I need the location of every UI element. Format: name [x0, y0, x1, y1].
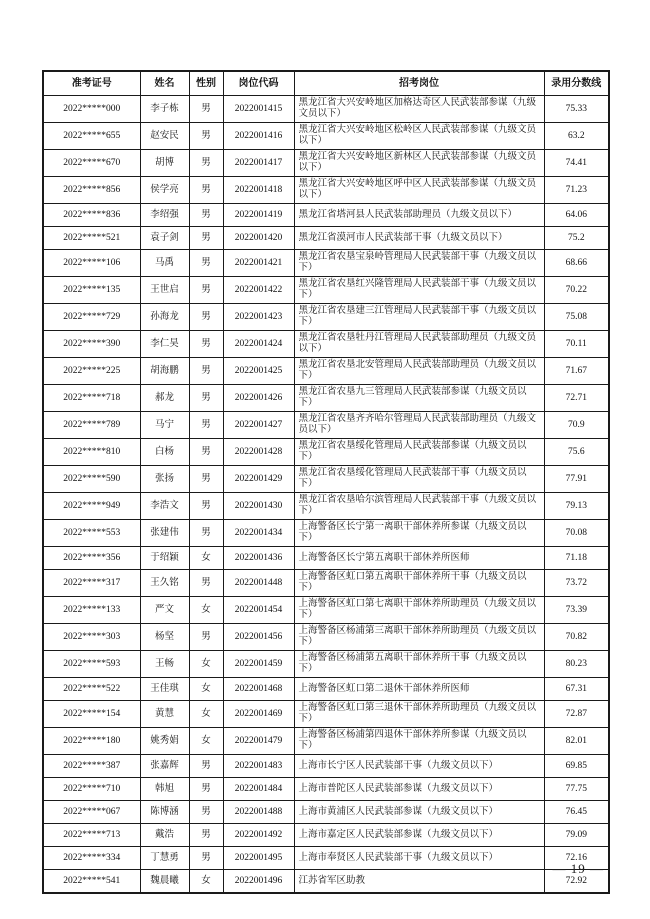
cell-exam-number: 2022*****106 [43, 250, 140, 277]
cell-score-line: 69.85 [544, 755, 609, 778]
cell-position: 黑龙江省农垦绥化管理局人民武装部干事（九级文员以下） [294, 466, 544, 493]
table-row [43, 520, 609, 547]
cell-gender: 男 [189, 385, 223, 412]
table-row [43, 177, 609, 204]
cell-position: 上海市黄浦区人民武装部参谋（九级文员以下） [294, 801, 544, 824]
cell-name: 杨坚 [140, 624, 189, 651]
cell-name: 白杨 [140, 439, 189, 466]
cell-score-line: 72.92 [544, 870, 609, 894]
col-header-position: 招考岗位 [294, 71, 544, 96]
cell-exam-number: 2022*****387 [43, 755, 140, 778]
cell-position: 黑龙江省农垦齐齐哈尔管理局人民武装部助理员（九级文员以下） [294, 412, 544, 439]
cell-score-line: 72.71 [544, 385, 609, 412]
table-row [43, 123, 609, 150]
cell-score-line: 73.39 [544, 597, 609, 624]
table-header-row [43, 71, 609, 96]
cell-score-line: 71.67 [544, 358, 609, 385]
table-row [43, 651, 609, 678]
cell-score-line: 68.66 [544, 250, 609, 277]
cell-position: 黑龙江省农垦宝泉岭管理局人民武装部干事（九级文员以下） [294, 250, 544, 277]
cell-position: 上海市嘉定区人民武装部参谋（九级文员以下） [294, 824, 544, 847]
col-header-gender: 性别 [189, 71, 223, 96]
cell-score-line: 70.11 [544, 331, 609, 358]
table-row [43, 801, 609, 824]
cell-score-line: 70.22 [544, 277, 609, 304]
cell-exam-number: 2022*****133 [43, 597, 140, 624]
cell-name: 丁慧勇 [140, 847, 189, 870]
cell-exam-number: 2022*****067 [43, 801, 140, 824]
cell-gender: 男 [189, 824, 223, 847]
cell-position-code: 2022001421 [223, 250, 294, 277]
table-row [43, 331, 609, 358]
cell-score-line: 76.45 [544, 801, 609, 824]
cell-position: 上海警备区虹口第七离职干部休养所助理员（九级文员以下） [294, 597, 544, 624]
cell-exam-number: 2022*****303 [43, 624, 140, 651]
cell-position-code: 2022001495 [223, 847, 294, 870]
cell-position-code: 2022001415 [223, 96, 294, 123]
cell-position: 上海市奉贤区人民武装部干事（九级文员以下） [294, 847, 544, 870]
cell-score-line: 70.08 [544, 520, 609, 547]
cell-name: 王佳琪 [140, 678, 189, 701]
cell-gender: 男 [189, 277, 223, 304]
cell-position: 上海市长宁区人民武装部干事（九级文员以下） [294, 755, 544, 778]
cell-name: 戴浩 [140, 824, 189, 847]
cell-position-code: 2022001429 [223, 466, 294, 493]
cell-score-line: 73.72 [544, 570, 609, 597]
cell-gender: 女 [189, 678, 223, 701]
cell-position: 黑龙江省农垦北安管理局人民武装部助理员（九级文员以下） [294, 358, 544, 385]
cell-score-line: 79.13 [544, 493, 609, 520]
table-row [43, 96, 609, 123]
cell-position: 黑龙江省农垦哈尔滨管理局人民武装部干事（九级文员以下） [294, 493, 544, 520]
cell-position: 黑龙江省漠河市人民武装部干事（九级文员以下） [294, 227, 544, 250]
cell-position-code: 2022001492 [223, 824, 294, 847]
cell-gender: 男 [189, 204, 223, 227]
cell-name: 王久铭 [140, 570, 189, 597]
table-row [43, 277, 609, 304]
cell-gender: 女 [189, 651, 223, 678]
cell-gender: 男 [189, 304, 223, 331]
table-row [43, 778, 609, 801]
cell-exam-number: 2022*****154 [43, 701, 140, 728]
cell-score-line: 71.18 [544, 547, 609, 570]
cell-score-line: 72.87 [544, 701, 609, 728]
cell-name: 李浩文 [140, 493, 189, 520]
cell-name: 李子栋 [140, 96, 189, 123]
cell-position-code: 2022001420 [223, 227, 294, 250]
cell-position: 上海警备区虹口第三退休干部休养所助理员（九级文员以下） [294, 701, 544, 728]
cell-position: 上海市普陀区人民武装部参谋（九级文员以下） [294, 778, 544, 801]
cell-exam-number: 2022*****710 [43, 778, 140, 801]
cell-position: 上海警备区杨浦第五离职干部休养所干事（九级文员以下） [294, 651, 544, 678]
cell-exam-number: 2022*****856 [43, 177, 140, 204]
cell-name: 张扬 [140, 466, 189, 493]
cell-name: 张建伟 [140, 520, 189, 547]
cell-name: 于绍颖 [140, 547, 189, 570]
cell-gender: 男 [189, 96, 223, 123]
cell-position-code: 2022001419 [223, 204, 294, 227]
cell-gender: 男 [189, 358, 223, 385]
table-row [43, 204, 609, 227]
cell-name: 黄慧 [140, 701, 189, 728]
cell-position: 黑龙江省大兴安岭地区新林区人民武装部参谋（九级文员以下） [294, 150, 544, 177]
cell-score-line: 77.75 [544, 778, 609, 801]
cell-score-line: 79.09 [544, 824, 609, 847]
cell-position-code: 2022001416 [223, 123, 294, 150]
cell-gender: 男 [189, 331, 223, 358]
cell-position-code: 2022001488 [223, 801, 294, 824]
cell-score-line: 77.91 [544, 466, 609, 493]
table-row [43, 358, 609, 385]
cell-name: 姚秀娟 [140, 728, 189, 755]
cell-position: 江苏省军区助教 [294, 870, 544, 894]
cell-name: 张嘉辉 [140, 755, 189, 778]
cell-name: 孙海龙 [140, 304, 189, 331]
cell-position: 黑龙江省农垦红兴隆管理局人民武装部干事（九级文员以下） [294, 277, 544, 304]
cell-name: 王畅 [140, 651, 189, 678]
cell-position-code: 2022001423 [223, 304, 294, 331]
cell-gender: 男 [189, 778, 223, 801]
cell-position: 黑龙江省农垦建三江管理局人民武装部干事（九级文员以下） [294, 304, 544, 331]
table-row [43, 466, 609, 493]
col-header-exam-number: 准考证号 [43, 71, 140, 96]
table-row [43, 824, 609, 847]
cell-exam-number: 2022*****334 [43, 847, 140, 870]
cell-position-code: 2022001484 [223, 778, 294, 801]
cell-score-line: 75.6 [544, 439, 609, 466]
cell-position-code: 2022001417 [223, 150, 294, 177]
table-row [43, 755, 609, 778]
table-row [43, 870, 609, 894]
cell-position: 黑龙江省农垦绥化管理局人民武装部参谋（九级文员以下） [294, 439, 544, 466]
table-row [43, 847, 609, 870]
table-row [43, 385, 609, 412]
cell-gender: 女 [189, 597, 223, 624]
cell-score-line: 82.01 [544, 728, 609, 755]
cell-gender: 男 [189, 412, 223, 439]
cell-exam-number: 2022*****000 [43, 96, 140, 123]
cell-gender: 男 [189, 227, 223, 250]
cell-position-code: 2022001418 [223, 177, 294, 204]
cell-gender: 男 [189, 755, 223, 778]
cell-gender: 男 [189, 520, 223, 547]
page-number: — 19 — [552, 861, 604, 876]
cell-gender: 男 [189, 439, 223, 466]
cell-position: 黑龙江省农垦牡丹江管理局人民武装部助理员（九级文员以下） [294, 331, 544, 358]
cell-position-code: 2022001428 [223, 439, 294, 466]
cell-score-line: 67.31 [544, 678, 609, 701]
cell-name: 李仁昊 [140, 331, 189, 358]
cell-name: 侯学亮 [140, 177, 189, 204]
table-row [43, 547, 609, 570]
cell-position-code: 2022001430 [223, 493, 294, 520]
cell-position-code: 2022001459 [223, 651, 294, 678]
cell-position: 黑龙江省农垦九三管理局人民武装部参谋（九级文员以下） [294, 385, 544, 412]
cell-name: 严文 [140, 597, 189, 624]
cell-position-code: 2022001425 [223, 358, 294, 385]
cell-gender: 女 [189, 728, 223, 755]
cell-exam-number: 2022*****655 [43, 123, 140, 150]
cell-exam-number: 2022*****390 [43, 331, 140, 358]
cell-name: 马禹 [140, 250, 189, 277]
table-row [43, 701, 609, 728]
cell-name: 马宁 [140, 412, 189, 439]
cell-exam-number: 2022*****810 [43, 439, 140, 466]
cell-position-code: 2022001496 [223, 870, 294, 894]
cell-position: 上海警备区杨浦第四退休干部休养所参谋（九级文员以下） [294, 728, 544, 755]
cell-exam-number: 2022*****593 [43, 651, 140, 678]
cell-exam-number: 2022*****670 [43, 150, 140, 177]
cell-position-code: 2022001448 [223, 570, 294, 597]
cell-position-code: 2022001469 [223, 701, 294, 728]
cell-name: 李绍强 [140, 204, 189, 227]
cell-score-line: 70.9 [544, 412, 609, 439]
cell-position: 上海警备区长宁第五离职干部休养所医师 [294, 547, 544, 570]
cell-position: 黑龙江省大兴安岭地区加格达奇区人民武装部参谋（九级文员以下） [294, 96, 544, 123]
table-row [43, 493, 609, 520]
cell-name: 陈博涵 [140, 801, 189, 824]
cell-position-code: 2022001424 [223, 331, 294, 358]
cell-exam-number: 2022*****521 [43, 227, 140, 250]
cell-score-line: 75.33 [544, 96, 609, 123]
table-row [43, 597, 609, 624]
cell-score-line: 74.41 [544, 150, 609, 177]
cell-position: 黑龙江省大兴安岭地区松岭区人民武装部参谋（九级文员以下） [294, 123, 544, 150]
cell-score-line: 75.08 [544, 304, 609, 331]
cell-position: 上海警备区杨浦第三离职干部休养所助理员（九级文员以下） [294, 624, 544, 651]
page-footer [553, 861, 605, 876]
cell-gender: 女 [189, 870, 223, 894]
score-table [42, 70, 610, 894]
table-row [43, 227, 609, 250]
cell-exam-number: 2022*****135 [43, 277, 140, 304]
cell-exam-number: 2022*****590 [43, 466, 140, 493]
table-row [43, 150, 609, 177]
cell-exam-number: 2022*****729 [43, 304, 140, 331]
cell-name: 胡海鹏 [140, 358, 189, 385]
cell-gender: 女 [189, 701, 223, 728]
cell-name: 袁子剑 [140, 227, 189, 250]
cell-name: 魏晨曦 [140, 870, 189, 894]
cell-position: 上海警备区虹口第五离职干部休养所干事（九级文员以下） [294, 570, 544, 597]
cell-gender: 男 [189, 847, 223, 870]
cell-gender: 男 [189, 801, 223, 824]
cell-position-code: 2022001434 [223, 520, 294, 547]
cell-gender: 男 [189, 570, 223, 597]
cell-gender: 男 [189, 466, 223, 493]
table-row [43, 250, 609, 277]
cell-name: 赵安民 [140, 123, 189, 150]
cell-exam-number: 2022*****522 [43, 678, 140, 701]
cell-name: 胡博 [140, 150, 189, 177]
cell-position: 黑龙江省大兴安岭地区呼中区人民武装部参谋（九级文员以下） [294, 177, 544, 204]
cell-position-code: 2022001436 [223, 547, 294, 570]
table-row [43, 728, 609, 755]
cell-name: 王世启 [140, 277, 189, 304]
table-row [43, 678, 609, 701]
cell-exam-number: 2022*****718 [43, 385, 140, 412]
cell-exam-number: 2022*****713 [43, 824, 140, 847]
table-row [43, 624, 609, 651]
col-header-name: 姓名 [140, 71, 189, 96]
table-row [43, 570, 609, 597]
cell-score-line: 70.82 [544, 624, 609, 651]
cell-gender: 女 [189, 547, 223, 570]
table-row [43, 304, 609, 331]
cell-name: 韩旭 [140, 778, 189, 801]
cell-position-code: 2022001456 [223, 624, 294, 651]
cell-position: 上海警备区长宁第一离职干部休养所参谋（九级文员以下） [294, 520, 544, 547]
cell-position-code: 2022001454 [223, 597, 294, 624]
cell-score-line: 72.16 [544, 847, 609, 870]
cell-exam-number: 2022*****553 [43, 520, 140, 547]
cell-gender: 男 [189, 123, 223, 150]
col-header-position-code: 岗位代码 [223, 71, 294, 96]
cell-gender: 男 [189, 150, 223, 177]
cell-position-code: 2022001426 [223, 385, 294, 412]
cell-position-code: 2022001422 [223, 277, 294, 304]
cell-exam-number: 2022*****541 [43, 870, 140, 894]
cell-score-line: 80.23 [544, 651, 609, 678]
cell-exam-number: 2022*****180 [43, 728, 140, 755]
cell-exam-number: 2022*****789 [43, 412, 140, 439]
cell-score-line: 71.23 [544, 177, 609, 204]
cell-gender: 男 [189, 624, 223, 651]
cell-exam-number: 2022*****949 [43, 493, 140, 520]
cell-gender: 男 [189, 177, 223, 204]
col-header-score-line: 录用分数线 [544, 71, 609, 96]
cell-position: 黑龙江省塔河县人民武装部助理员（九级文员以下） [294, 204, 544, 227]
cell-position-code: 2022001468 [223, 678, 294, 701]
cell-position-code: 2022001427 [223, 412, 294, 439]
cell-exam-number: 2022*****317 [43, 570, 140, 597]
cell-position-code: 2022001479 [223, 728, 294, 755]
cell-exam-number: 2022*****225 [43, 358, 140, 385]
cell-name: 郝龙 [140, 385, 189, 412]
cell-exam-number: 2022*****836 [43, 204, 140, 227]
table-row [43, 412, 609, 439]
cell-score-line: 75.2 [544, 227, 609, 250]
cell-gender: 男 [189, 250, 223, 277]
cell-position: 上海警备区虹口第二退休干部休养所医师 [294, 678, 544, 701]
table-row [43, 439, 609, 466]
cell-score-line: 63.2 [544, 123, 609, 150]
cell-score-line: 64.06 [544, 204, 609, 227]
cell-gender: 男 [189, 493, 223, 520]
cell-position-code: 2022001483 [223, 755, 294, 778]
cell-exam-number: 2022*****356 [43, 547, 140, 570]
